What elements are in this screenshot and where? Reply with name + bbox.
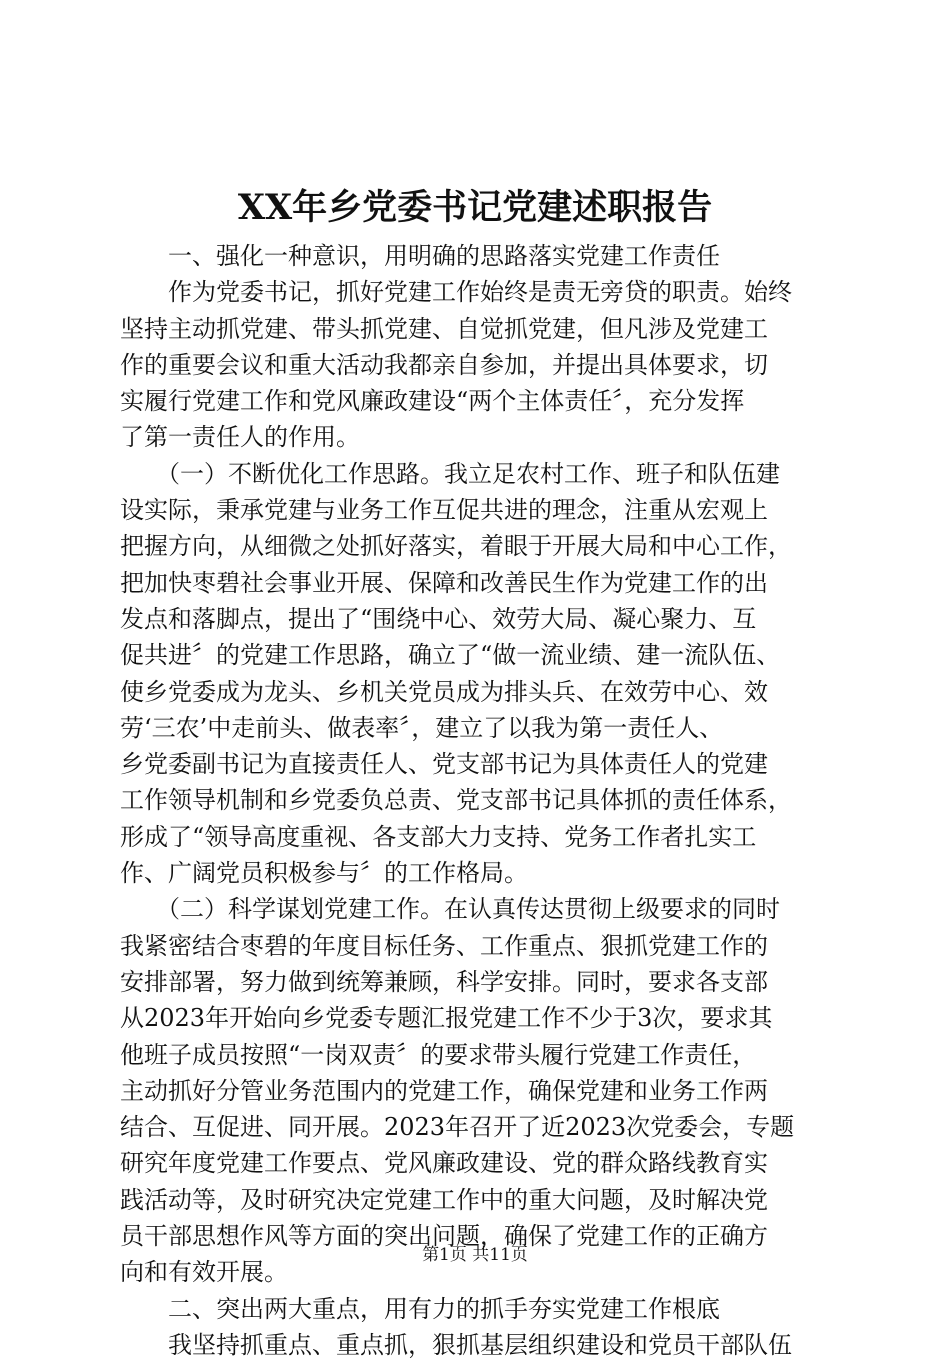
body-line: 促共进〞的党建工作思路，确立了“做一流业绩、建一流队伍、: [120, 641, 781, 670]
document-title: XX年乡党委书记党建述职报告: [237, 187, 713, 228]
body-line: 作的重要会议和重大活动我都亲自参加，并提出具体要求，切: [120, 350, 768, 379]
body-line: 一、强化一种意识，用明确的思路落实党建工作责任: [120, 242, 720, 270]
body-line: 形成了“领导高度重视、各支部大力支持、党务工作者扎实工: [120, 822, 757, 851]
body-line: 使乡党委成为龙头、乡机关党员成为排头兵、在效劳中心、效: [120, 677, 768, 706]
body-line: 向和有效开展。: [120, 1258, 288, 1287]
body-line: 员干部思想作风等方面的突出问题，确保了党建工作的正确方: [120, 1222, 768, 1251]
body-line: 把握方向，从细微之处抓好落实，着眼于开展大局和中心工作，: [120, 532, 792, 561]
body-line: 坚持主动抓党建、带头抓党建、自觉抓党建，但凡涉及党建工: [120, 314, 768, 343]
body-line: 我坚持抓重点、重点抓，狠抓基层组织建设和党员干部队伍: [120, 1330, 792, 1359]
body-line: 二、突出两大重点，用有力的抓手夯实党建工作根底: [120, 1294, 720, 1323]
body-line: （一）不断优化工作思路。我立足农村工作、班子和队伍建: [120, 459, 780, 488]
body-line: 从2023年开始向乡党委专题汇报党建工作不少于3次，要求其: [120, 1004, 773, 1033]
body-line: 实履行党建工作和党风廉政建设“两个主体责任〞，充分发挥: [120, 387, 745, 416]
body-line: 劳‘三农’中走前头、做表率〞，建立了以我为第一责任人、: [120, 713, 724, 742]
body-line: 结合、互促进、同开展。2023年召开了近2023次党委会，专题: [120, 1113, 795, 1142]
body-line: 践活动等，及时研究决定党建工作中的重大问题，及时解决党: [120, 1185, 768, 1214]
page-footer: 第1页 共11页: [422, 1245, 528, 1265]
body-line: 了第一责任人的作用。: [120, 423, 360, 452]
body-line: 研究年度党建工作要点、党风廉政建设、党的群众路线教育实: [120, 1149, 768, 1178]
body-line: 发点和落脚点，提出了“围绕中心、效劳大局、凝心聚力、互: [120, 604, 757, 633]
body-line: 主动抓好分管业务范围内的党建工作，确保党建和业务工作两: [120, 1076, 768, 1105]
body-line: 乡党委副书记为直接责任人、党支部书记为具体责任人的党建: [120, 750, 768, 779]
document-body: [120, 238, 840, 1363]
body-line: （二）科学谋划党建工作。在认真传达贯彻上级要求的同时: [120, 895, 780, 924]
body-line: 安排部署，努力做到统筹兼顾，科学安排。同时，要求各支部: [120, 967, 768, 996]
body-line: 作为党委书记，抓好党建工作始终是责无旁贷的职责。始终: [120, 278, 792, 307]
body-line: 工作领导机制和乡党委负总责、党支部书记具体抓的责任体系，: [120, 786, 792, 815]
body-line: 把加快枣碧社会事业开展、保障和改善民生作为党建工作的出: [120, 568, 768, 597]
body-line: 他班子成员按照“一岗双责〞的要求带头履行党建工作责任，: [120, 1040, 757, 1069]
body-line: 设实际，秉承党建与业务工作互促共进的理念，注重从宏观上: [120, 496, 768, 525]
body-line: 作、广阔党员积极参与〞的工作格局。: [120, 859, 528, 888]
body-line: 我紧密结合枣碧的年度目标任务、工作重点、狠抓党建工作的: [120, 931, 768, 960]
